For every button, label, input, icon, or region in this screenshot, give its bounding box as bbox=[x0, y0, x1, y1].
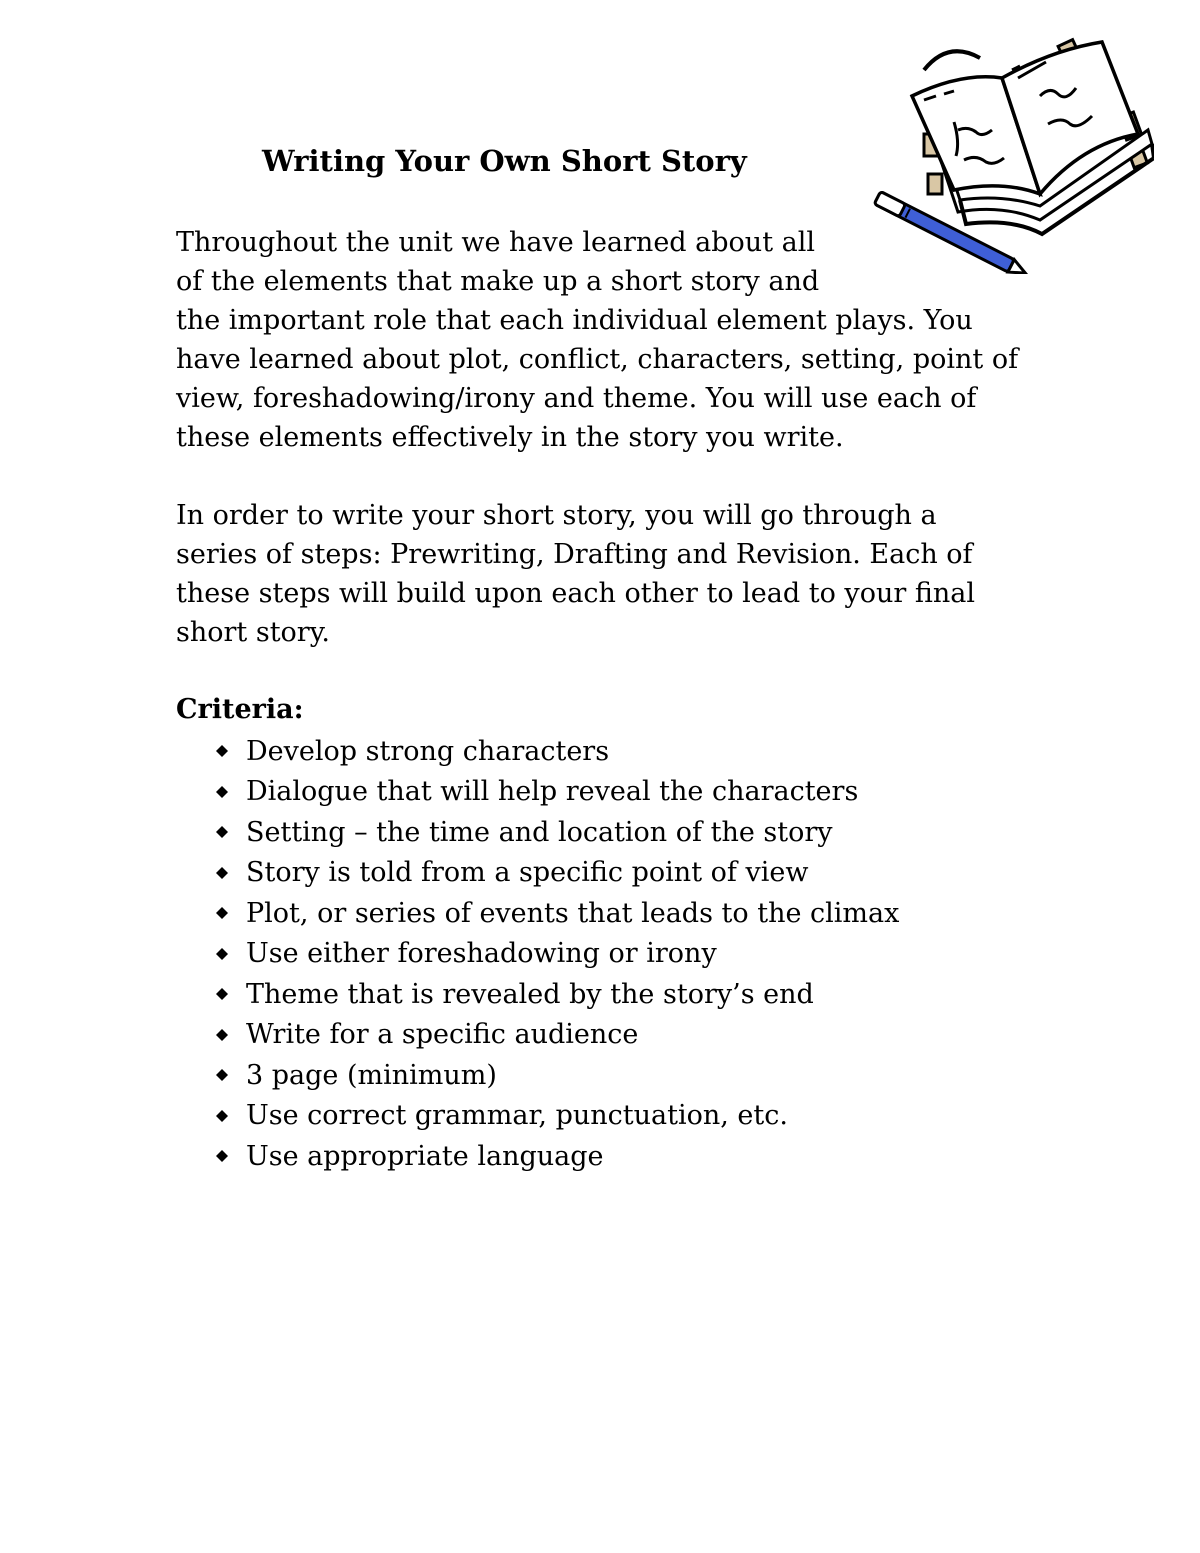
intro-line: the important role that each individual element plays. You bbox=[176, 305, 973, 336]
steps-line: series of steps: Prewriting, Drafting and Revision. Each of bbox=[176, 539, 973, 570]
steps-line: In order to write your short story, you will go through a bbox=[176, 500, 937, 531]
list-item bbox=[216, 1055, 899, 1096]
list-item bbox=[216, 934, 899, 975]
diamond-bullet-icon bbox=[216, 988, 228, 1000]
diamond-bullet-icon bbox=[216, 786, 228, 798]
list-item bbox=[216, 812, 899, 853]
diamond-bullet-icon bbox=[216, 826, 228, 838]
diamond-bullet-icon bbox=[216, 745, 228, 757]
steps-line: short story. bbox=[176, 617, 330, 648]
criteria-text: Use either foreshadowing or irony bbox=[246, 938, 717, 970]
criteria-text: Use correct grammar, punctuation, etc. bbox=[246, 1100, 788, 1132]
intro-line: Throughout the unit we have learned about all bbox=[176, 227, 815, 258]
criteria-text: Write for a specific audience bbox=[246, 1019, 639, 1051]
diamond-bullet-icon bbox=[216, 1110, 228, 1122]
list-item bbox=[216, 1096, 899, 1137]
criteria-list bbox=[216, 731, 899, 1177]
open-book-and-pen-icon bbox=[862, 34, 1154, 274]
diamond-bullet-icon bbox=[216, 948, 228, 960]
diamond-bullet-icon bbox=[216, 1069, 228, 1081]
criteria-text: Story is told from a specific point of view bbox=[246, 857, 809, 889]
intro-line: of the elements that make up a short story and bbox=[176, 266, 820, 297]
criteria-text: Develop strong characters bbox=[246, 735, 610, 767]
list-item bbox=[216, 1136, 899, 1177]
intro-line: have learned about plot, conflict, characters, setting, point of bbox=[176, 344, 1019, 375]
page-title: Writing Your Own Short Story bbox=[262, 144, 747, 178]
diamond-bullet-icon bbox=[216, 907, 228, 919]
intro-line: these elements effectively in the story you write. bbox=[176, 422, 844, 453]
list-item bbox=[216, 772, 899, 813]
list-item bbox=[216, 853, 899, 894]
criteria-text: Setting – the time and location of the story bbox=[246, 816, 833, 848]
steps-line: these steps will build upon each other to lead to your final bbox=[176, 578, 975, 609]
criteria-heading: Criteria: bbox=[176, 694, 304, 725]
list-item bbox=[216, 1015, 899, 1056]
diamond-bullet-icon bbox=[216, 1150, 228, 1162]
list-item bbox=[216, 893, 899, 934]
criteria-text: 3 page (minimum) bbox=[246, 1059, 497, 1091]
list-item bbox=[216, 974, 899, 1015]
diamond-bullet-icon bbox=[216, 867, 228, 879]
diamond-bullet-icon bbox=[216, 1029, 228, 1041]
criteria-text: Use appropriate language bbox=[246, 1140, 604, 1172]
criteria-text: Dialogue that will help reveal the characters bbox=[246, 776, 859, 808]
criteria-text: Theme that is revealed by the story’s end bbox=[246, 978, 814, 1010]
list-item bbox=[216, 731, 899, 772]
intro-line: view, foreshadowing/irony and theme. You will use each of bbox=[176, 383, 977, 414]
criteria-text: Plot, or series of events that leads to the climax bbox=[246, 897, 900, 929]
